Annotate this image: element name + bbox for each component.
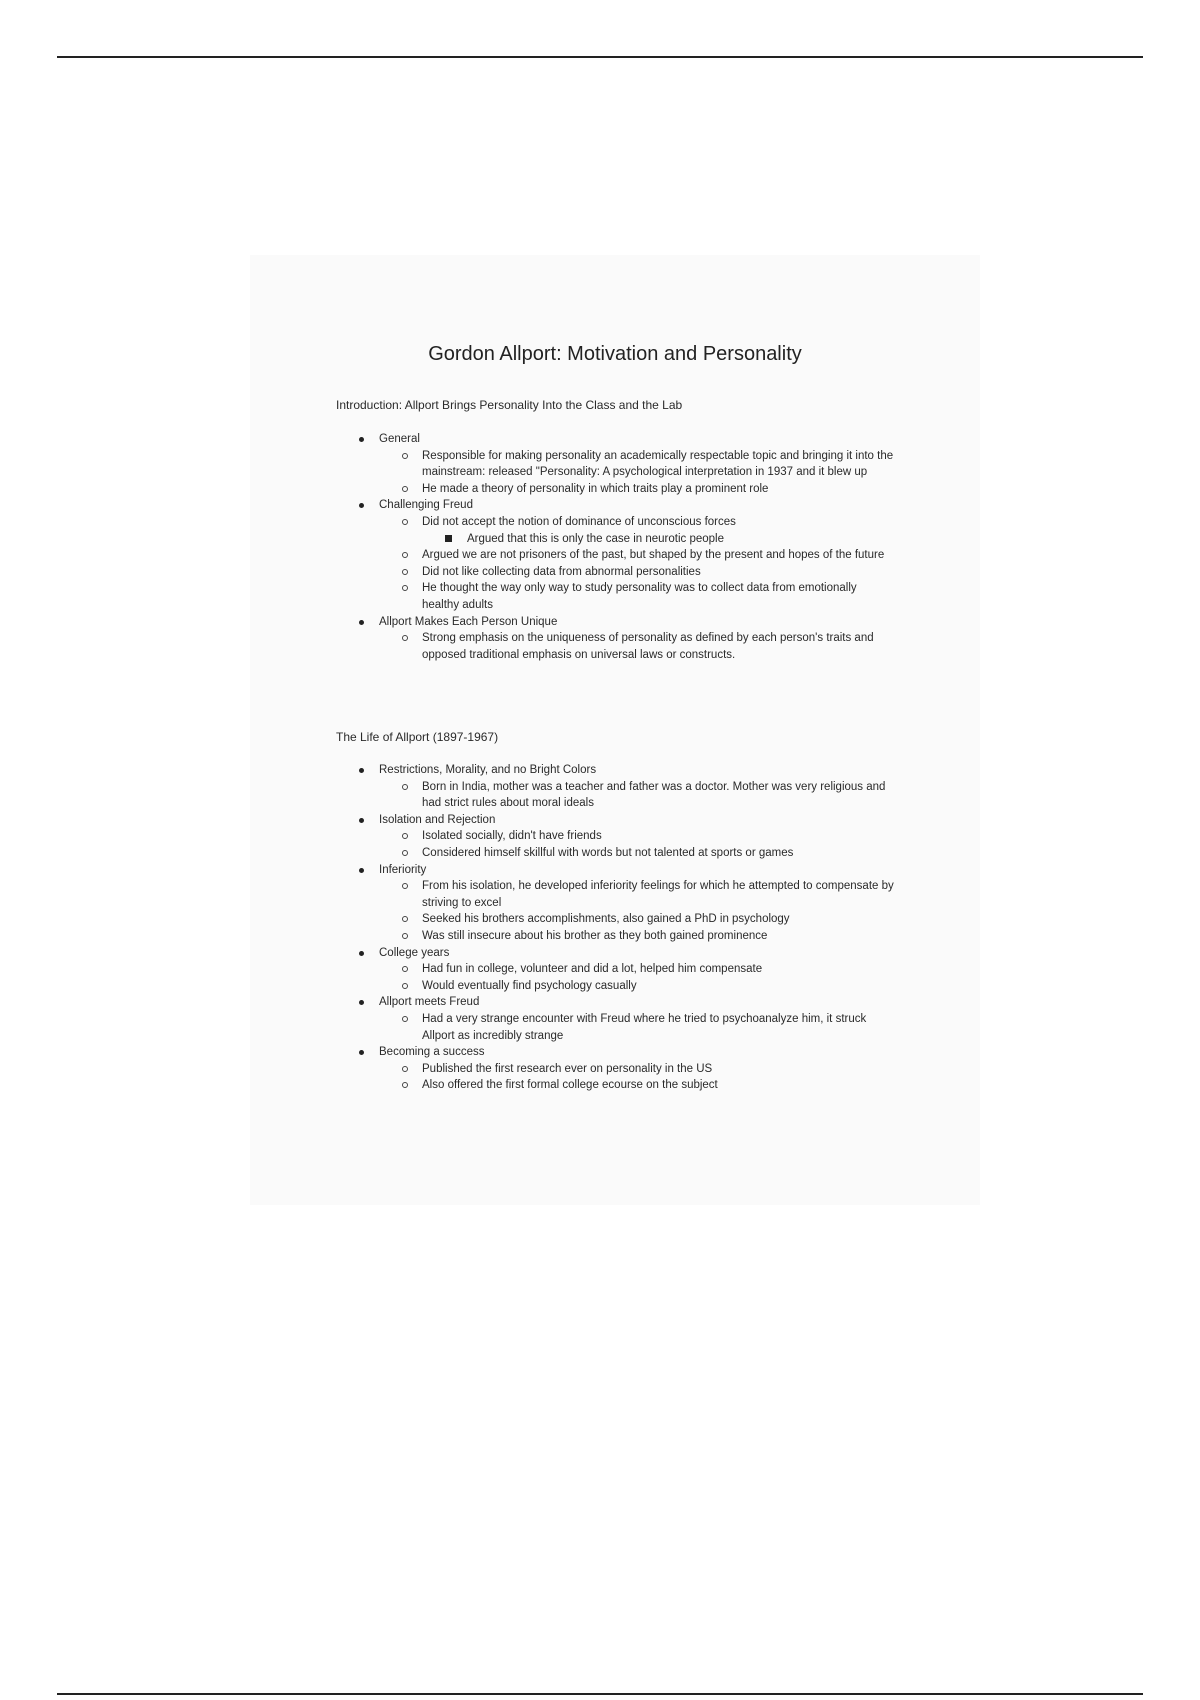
bullet-challenging-freud: Challenging Freud bbox=[379, 497, 896, 514]
sub-bullet: Also offered the first formal college ecourse on the subject bbox=[422, 1077, 896, 1094]
list-item bbox=[379, 1077, 896, 1094]
sub-bullet: Responsible for making personality an academically respectable topic and bringing it into the mainstream: released "Personality: A psychological interpretation in 1937 and it blew up bbox=[422, 448, 896, 481]
list-item bbox=[336, 945, 896, 995]
list-item bbox=[379, 828, 896, 845]
sub-bullet: Did not like collecting data from abnormal personalities bbox=[422, 564, 896, 581]
list-item bbox=[379, 779, 896, 812]
bullet-college-years: College years bbox=[379, 945, 896, 962]
sub-bullet: Strong emphasis on the uniqueness of personality as defined by each person's traits and opposed traditional emphasis on universal laws or constructs. bbox=[422, 630, 896, 663]
list-item bbox=[379, 961, 896, 978]
sub-bullet: Born in India, mother was a teacher and father was a doctor. Mother was very religious and had strict rules about moral ideals bbox=[422, 779, 896, 812]
sub-bullet: Considered himself skillful with words but not talented at sports or games bbox=[422, 845, 896, 862]
outline-introduction bbox=[336, 431, 896, 663]
list-item bbox=[379, 481, 896, 498]
bullet-restrictions: Restrictions, Morality, and no Bright Colors bbox=[379, 762, 896, 779]
sub-bullet: Seeked his brothers accomplishments, also gained a PhD in psychology bbox=[422, 911, 896, 928]
sub-bullet: He made a theory of personality in which traits play a prominent role bbox=[422, 481, 896, 498]
bullet-becoming-success: Becoming a success bbox=[379, 1044, 896, 1061]
section-heading-life: The Life of Allport (1897-1967) bbox=[336, 730, 499, 744]
list-item bbox=[379, 514, 896, 547]
sub-sub-bullet: Argued that this is only the case in neurotic people bbox=[467, 531, 896, 548]
list-item bbox=[336, 614, 896, 664]
bullet-inferiority: Inferiority bbox=[379, 862, 896, 879]
list-item bbox=[422, 531, 896, 548]
sub-bullet: Was still insecure about his brother as they both gained prominence bbox=[422, 928, 896, 945]
sub-bullet: He thought the way only way to study personality was to collect data from emotionally healthy adults bbox=[422, 580, 896, 613]
list-item bbox=[379, 878, 896, 911]
document-page bbox=[250, 255, 980, 1205]
list-item bbox=[379, 580, 896, 613]
list-item bbox=[336, 762, 896, 812]
sub-bullet: Did not accept the notion of dominance of unconscious forces bbox=[422, 514, 896, 531]
list-item bbox=[379, 911, 896, 928]
bullet-general: General bbox=[379, 431, 896, 448]
bottom-divider bbox=[57, 1693, 1143, 1695]
section-heading-introduction: Introduction: Allport Brings Personality Into the Class and the Lab bbox=[336, 398, 683, 412]
sub-bullet: Isolated socially, didn't have friends bbox=[422, 828, 896, 845]
list-item bbox=[336, 1044, 896, 1094]
list-item bbox=[379, 564, 896, 581]
list-item bbox=[379, 448, 896, 481]
outline-life bbox=[336, 762, 896, 1094]
sub-bullet: Would eventually find psychology casually bbox=[422, 978, 896, 995]
list-item bbox=[379, 1061, 896, 1078]
list-item bbox=[379, 547, 896, 564]
list-item bbox=[379, 928, 896, 945]
sub-bullet: Published the first research ever on personality in the US bbox=[422, 1061, 896, 1078]
list-item bbox=[379, 1011, 896, 1044]
list-item bbox=[336, 862, 896, 945]
bullet-allport-meets-freud: Allport meets Freud bbox=[379, 994, 896, 1011]
list-item bbox=[379, 978, 896, 995]
sub-bullet: Argued we are not prisoners of the past, but shaped by the present and hopes of the future bbox=[422, 547, 896, 564]
top-divider bbox=[57, 56, 1143, 58]
list-item bbox=[336, 431, 896, 497]
list-item bbox=[336, 812, 896, 862]
list-item bbox=[379, 845, 896, 862]
list-item bbox=[336, 994, 896, 1044]
bullet-allport-unique: Allport Makes Each Person Unique bbox=[379, 614, 896, 631]
list-item bbox=[379, 630, 896, 663]
sub-bullet: From his isolation, he developed inferiority feelings for which he attempted to compensate by striving to excel bbox=[422, 878, 896, 911]
sub-bullet: Had fun in college, volunteer and did a lot, helped him compensate bbox=[422, 961, 896, 978]
sub-bullet: Had a very strange encounter with Freud where he tried to psychoanalyze him, it struck Allport as incredibly strange bbox=[422, 1011, 896, 1044]
list-item bbox=[336, 497, 896, 613]
bullet-isolation: Isolation and Rejection bbox=[379, 812, 896, 829]
document-title: Gordon Allport: Motivation and Personality bbox=[428, 343, 802, 365]
